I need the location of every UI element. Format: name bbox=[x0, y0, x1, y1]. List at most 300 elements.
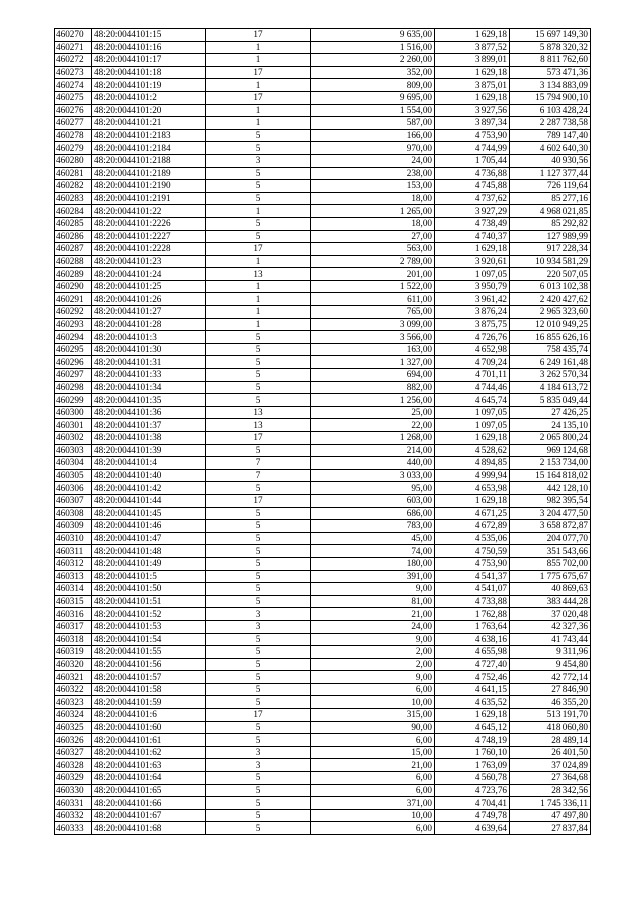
specific-value-cell: 1 097,05 bbox=[435, 406, 510, 419]
specific-value-cell: 4 635,52 bbox=[435, 696, 510, 709]
table-row bbox=[55, 117, 591, 130]
area-cell: 611,00 bbox=[311, 293, 435, 306]
row-id-cell: 460282 bbox=[55, 180, 92, 193]
cadastral-number-cell: 48:20:0044101:37 bbox=[92, 419, 206, 432]
group-cell: 5 bbox=[206, 658, 311, 671]
specific-value-cell: 1 629,18 bbox=[435, 709, 510, 722]
table-row bbox=[55, 520, 591, 533]
specific-value-cell: 4 753,90 bbox=[435, 557, 510, 570]
table-row bbox=[55, 217, 591, 230]
group-cell: 17 bbox=[206, 66, 311, 79]
specific-value-cell: 4 704,41 bbox=[435, 797, 510, 810]
area-cell: 3 099,00 bbox=[311, 318, 435, 331]
cadastral-value-cell: 24 135,10 bbox=[510, 419, 591, 432]
cadastral-value-cell: 37 020,48 bbox=[510, 608, 591, 621]
cadastral-value-cell: 85 277,16 bbox=[510, 192, 591, 205]
cadastral-number-cell: 48:20:0044101:26 bbox=[92, 293, 206, 306]
row-id-cell: 460303 bbox=[55, 444, 92, 457]
cadastral-number-cell: 48:20:0044101:4 bbox=[92, 457, 206, 470]
area-cell: 1 522,00 bbox=[311, 280, 435, 293]
area-cell: 9,00 bbox=[311, 671, 435, 684]
area-cell: 603,00 bbox=[311, 494, 435, 507]
cadastral-number-cell: 48:20:0044101:54 bbox=[92, 633, 206, 646]
cadastral-number-cell: 48:20:0044101:46 bbox=[92, 520, 206, 533]
area-cell: 2,00 bbox=[311, 646, 435, 659]
table-row bbox=[55, 595, 591, 608]
specific-value-cell: 3 927,56 bbox=[435, 104, 510, 117]
row-id-cell: 460320 bbox=[55, 658, 92, 671]
cadastral-number-cell: 48:20:0044101:31 bbox=[92, 356, 206, 369]
area-cell: 391,00 bbox=[311, 570, 435, 583]
area-cell: 6,00 bbox=[311, 772, 435, 785]
specific-value-cell: 1 629,18 bbox=[435, 243, 510, 256]
cadastral-value-cell: 28 489,14 bbox=[510, 734, 591, 747]
group-cell: 5 bbox=[206, 129, 311, 142]
group-cell: 5 bbox=[206, 331, 311, 344]
specific-value-cell: 4 560,78 bbox=[435, 772, 510, 785]
row-id-cell: 460331 bbox=[55, 797, 92, 810]
area-cell: 970,00 bbox=[311, 142, 435, 155]
table-row bbox=[55, 331, 591, 344]
cadastral-number-cell: 48:20:0044101:49 bbox=[92, 557, 206, 570]
row-id-cell: 460300 bbox=[55, 406, 92, 419]
table-row bbox=[55, 432, 591, 445]
row-id-cell: 460288 bbox=[55, 255, 92, 268]
group-cell: 5 bbox=[206, 532, 311, 545]
cadastral-value-cell: 40 869,63 bbox=[510, 583, 591, 596]
group-cell: 13 bbox=[206, 406, 311, 419]
cadastral-number-cell: 48:20:0044101:27 bbox=[92, 306, 206, 319]
cadastral-number-cell: 48:20:0044101:36 bbox=[92, 406, 206, 419]
specific-value-cell: 4 653,98 bbox=[435, 482, 510, 495]
cadastral-number-cell: 48:20:0044101:38 bbox=[92, 432, 206, 445]
area-cell: 686,00 bbox=[311, 507, 435, 520]
table-row bbox=[55, 192, 591, 205]
row-id-cell: 460271 bbox=[55, 41, 92, 54]
cadastral-number-cell: 48:20:0044101:53 bbox=[92, 620, 206, 633]
row-id-cell: 460302 bbox=[55, 432, 92, 445]
area-cell: 563,00 bbox=[311, 243, 435, 256]
cadastral-number-cell: 48:20:0044101:33 bbox=[92, 369, 206, 382]
row-id-cell: 460321 bbox=[55, 671, 92, 684]
area-cell: 1 256,00 bbox=[311, 394, 435, 407]
specific-value-cell: 4 541,07 bbox=[435, 583, 510, 596]
specific-value-cell: 4 709,24 bbox=[435, 356, 510, 369]
area-cell: 9,00 bbox=[311, 633, 435, 646]
cadastral-value-cell: 418 060,80 bbox=[510, 721, 591, 734]
cadastral-value-cell: 6 249 161,48 bbox=[510, 356, 591, 369]
area-cell: 2 789,00 bbox=[311, 255, 435, 268]
cadastral-value-cell: 9 454,80 bbox=[510, 658, 591, 671]
group-cell: 5 bbox=[206, 192, 311, 205]
cadastral-value-table bbox=[54, 28, 591, 835]
group-cell: 3 bbox=[206, 620, 311, 633]
cadastral-number-cell: 48:20:0044101:25 bbox=[92, 280, 206, 293]
table-row bbox=[55, 255, 591, 268]
table-row bbox=[55, 469, 591, 482]
row-id-cell: 460326 bbox=[55, 734, 92, 747]
area-cell: 201,00 bbox=[311, 268, 435, 281]
group-cell: 1 bbox=[206, 79, 311, 92]
specific-value-cell: 1 760,10 bbox=[435, 746, 510, 759]
specific-value-cell: 3 927,29 bbox=[435, 205, 510, 218]
group-cell: 5 bbox=[206, 784, 311, 797]
cadastral-number-cell: 48:20:0044101:2228 bbox=[92, 243, 206, 256]
cadastral-number-cell: 48:20:0044101:63 bbox=[92, 759, 206, 772]
group-cell: 5 bbox=[206, 167, 311, 180]
area-cell: 214,00 bbox=[311, 444, 435, 457]
row-id-cell: 460280 bbox=[55, 154, 92, 167]
cadastral-value-cell: 28 342,56 bbox=[510, 784, 591, 797]
row-id-cell: 460278 bbox=[55, 129, 92, 142]
group-cell: 1 bbox=[206, 280, 311, 293]
cadastral-number-cell: 48:20:0044101:2227 bbox=[92, 230, 206, 243]
cadastral-number-cell: 48:20:0044101:39 bbox=[92, 444, 206, 457]
cadastral-number-cell: 48:20:0044101:19 bbox=[92, 79, 206, 92]
area-cell: 21,00 bbox=[311, 759, 435, 772]
row-id-cell: 460304 bbox=[55, 457, 92, 470]
specific-value-cell: 4 744,99 bbox=[435, 142, 510, 155]
area-cell: 1 265,00 bbox=[311, 205, 435, 218]
specific-value-cell: 3 897,34 bbox=[435, 117, 510, 130]
area-cell: 24,00 bbox=[311, 154, 435, 167]
cadastral-value-cell: 27 426,25 bbox=[510, 406, 591, 419]
area-cell: 694,00 bbox=[311, 369, 435, 382]
specific-value-cell: 4 672,89 bbox=[435, 520, 510, 533]
area-cell: 783,00 bbox=[311, 520, 435, 533]
cadastral-value-cell: 383 444,28 bbox=[510, 595, 591, 608]
table-row bbox=[55, 570, 591, 583]
cadastral-number-cell: 48:20:0044101:15 bbox=[92, 29, 206, 42]
row-id-cell: 460289 bbox=[55, 268, 92, 281]
area-cell: 18,00 bbox=[311, 217, 435, 230]
group-cell: 5 bbox=[206, 369, 311, 382]
specific-value-cell: 4 638,16 bbox=[435, 633, 510, 646]
group-cell: 17 bbox=[206, 494, 311, 507]
cadastral-number-cell: 48:20:0044101:3 bbox=[92, 331, 206, 344]
area-cell: 765,00 bbox=[311, 306, 435, 319]
cadastral-number-cell: 48:20:0044101:67 bbox=[92, 809, 206, 822]
row-id-cell: 460295 bbox=[55, 343, 92, 356]
group-cell: 5 bbox=[206, 683, 311, 696]
group-cell: 5 bbox=[206, 721, 311, 734]
cadastral-number-cell: 48:20:0044101:42 bbox=[92, 482, 206, 495]
cadastral-number-cell: 48:20:0044101:2189 bbox=[92, 167, 206, 180]
row-id-cell: 460297 bbox=[55, 369, 92, 382]
area-cell: 9 635,00 bbox=[311, 29, 435, 42]
cadastral-number-cell: 48:20:0044101:2190 bbox=[92, 180, 206, 193]
specific-value-cell: 4 753,90 bbox=[435, 129, 510, 142]
area-cell: 10,00 bbox=[311, 696, 435, 709]
cadastral-value-cell: 573 471,36 bbox=[510, 66, 591, 79]
group-cell: 5 bbox=[206, 696, 311, 709]
cadastral-number-cell: 48:20:0044101:2184 bbox=[92, 142, 206, 155]
area-cell: 882,00 bbox=[311, 381, 435, 394]
group-cell: 5 bbox=[206, 444, 311, 457]
area-cell: 6,00 bbox=[311, 734, 435, 747]
specific-value-cell: 1 629,18 bbox=[435, 29, 510, 42]
cadastral-number-cell: 48:20:0044101:2183 bbox=[92, 129, 206, 142]
row-id-cell: 460305 bbox=[55, 469, 92, 482]
group-cell: 1 bbox=[206, 318, 311, 331]
table-row bbox=[55, 66, 591, 79]
row-id-cell: 460273 bbox=[55, 66, 92, 79]
group-cell: 17 bbox=[206, 91, 311, 104]
area-cell: 352,00 bbox=[311, 66, 435, 79]
specific-value-cell: 3 876,24 bbox=[435, 306, 510, 319]
cadastral-value-cell: 85 292,82 bbox=[510, 217, 591, 230]
row-id-cell: 460284 bbox=[55, 205, 92, 218]
table-row bbox=[55, 822, 591, 835]
group-cell: 5 bbox=[206, 520, 311, 533]
cadastral-value-cell: 513 191,70 bbox=[510, 709, 591, 722]
specific-value-cell: 4 740,37 bbox=[435, 230, 510, 243]
row-id-cell: 460316 bbox=[55, 608, 92, 621]
cadastral-number-cell: 48:20:0044101:2188 bbox=[92, 154, 206, 167]
cadastral-number-cell: 48:20:0044101:58 bbox=[92, 683, 206, 696]
group-cell: 17 bbox=[206, 432, 311, 445]
row-id-cell: 460310 bbox=[55, 532, 92, 545]
cadastral-value-cell: 3 658 872,87 bbox=[510, 520, 591, 533]
cadastral-value-cell: 46 355,20 bbox=[510, 696, 591, 709]
row-id-cell: 460281 bbox=[55, 167, 92, 180]
cadastral-value-cell: 2 153 734,00 bbox=[510, 457, 591, 470]
table-row bbox=[55, 29, 591, 42]
row-id-cell: 460293 bbox=[55, 318, 92, 331]
cadastral-value-cell: 16 855 626,16 bbox=[510, 331, 591, 344]
group-cell: 17 bbox=[206, 709, 311, 722]
cadastral-value-cell: 2 287 738,58 bbox=[510, 117, 591, 130]
table-row bbox=[55, 608, 591, 621]
area-cell: 90,00 bbox=[311, 721, 435, 734]
cadastral-number-cell: 48:20:0044101:59 bbox=[92, 696, 206, 709]
table-row bbox=[55, 381, 591, 394]
group-cell: 5 bbox=[206, 507, 311, 520]
cadastral-value-cell: 2 065 800,24 bbox=[510, 432, 591, 445]
cadastral-number-cell: 48:20:0044101:23 bbox=[92, 255, 206, 268]
row-id-cell: 460283 bbox=[55, 192, 92, 205]
cadastral-value-cell: 442 128,10 bbox=[510, 482, 591, 495]
cadastral-value-cell: 27 364,68 bbox=[510, 772, 591, 785]
cadastral-value-cell: 26 401,50 bbox=[510, 746, 591, 759]
cadastral-number-cell: 48:20:0044101:48 bbox=[92, 545, 206, 558]
cadastral-number-cell: 48:20:0044101:20 bbox=[92, 104, 206, 117]
cadastral-number-cell: 48:20:0044101:17 bbox=[92, 54, 206, 67]
group-cell: 3 bbox=[206, 759, 311, 772]
group-cell: 5 bbox=[206, 583, 311, 596]
row-id-cell: 460309 bbox=[55, 520, 92, 533]
table-row bbox=[55, 343, 591, 356]
area-cell: 1 516,00 bbox=[311, 41, 435, 54]
group-cell: 1 bbox=[206, 306, 311, 319]
group-cell: 1 bbox=[206, 41, 311, 54]
area-cell: 9,00 bbox=[311, 583, 435, 596]
specific-value-cell: 3 899,01 bbox=[435, 54, 510, 67]
area-cell: 6,00 bbox=[311, 784, 435, 797]
cadastral-number-cell: 48:20:0044101:57 bbox=[92, 671, 206, 684]
group-cell: 5 bbox=[206, 671, 311, 684]
area-cell: 22,00 bbox=[311, 419, 435, 432]
cadastral-number-cell: 48:20:0044101:18 bbox=[92, 66, 206, 79]
cadastral-value-cell: 4 184 613,72 bbox=[510, 381, 591, 394]
area-cell: 2,00 bbox=[311, 658, 435, 671]
group-cell: 1 bbox=[206, 117, 311, 130]
area-cell: 1 268,00 bbox=[311, 432, 435, 445]
row-id-cell: 460292 bbox=[55, 306, 92, 319]
group-cell: 7 bbox=[206, 457, 311, 470]
table-row bbox=[55, 154, 591, 167]
area-cell: 6,00 bbox=[311, 683, 435, 696]
specific-value-cell: 4 738,49 bbox=[435, 217, 510, 230]
specific-value-cell: 4 723,76 bbox=[435, 784, 510, 797]
specific-value-cell: 4 752,46 bbox=[435, 671, 510, 684]
specific-value-cell: 4 733,88 bbox=[435, 595, 510, 608]
row-id-cell: 460328 bbox=[55, 759, 92, 772]
row-id-cell: 460279 bbox=[55, 142, 92, 155]
row-id-cell: 460329 bbox=[55, 772, 92, 785]
row-id-cell: 460323 bbox=[55, 696, 92, 709]
cadastral-value-cell: 789 147,40 bbox=[510, 129, 591, 142]
cadastral-value-cell: 9 311,96 bbox=[510, 646, 591, 659]
group-cell: 5 bbox=[206, 633, 311, 646]
area-cell: 1 327,00 bbox=[311, 356, 435, 369]
cadastral-value-cell: 3 204 477,50 bbox=[510, 507, 591, 520]
cadastral-value-cell: 204 077,70 bbox=[510, 532, 591, 545]
cadastral-value-cell: 758 435,74 bbox=[510, 343, 591, 356]
table-row bbox=[55, 180, 591, 193]
row-id-cell: 460270 bbox=[55, 29, 92, 42]
cadastral-number-cell: 48:20:0044101:60 bbox=[92, 721, 206, 734]
cadastral-value-cell: 127 989,99 bbox=[510, 230, 591, 243]
row-id-cell: 460306 bbox=[55, 482, 92, 495]
cadastral-value-cell: 10 934 581,29 bbox=[510, 255, 591, 268]
group-cell: 17 bbox=[206, 29, 311, 42]
cadastral-value-cell: 40 930,56 bbox=[510, 154, 591, 167]
table-row bbox=[55, 494, 591, 507]
row-id-cell: 460311 bbox=[55, 545, 92, 558]
group-cell: 13 bbox=[206, 419, 311, 432]
cadastral-number-cell: 48:20:0044101:2226 bbox=[92, 217, 206, 230]
area-cell: 45,00 bbox=[311, 532, 435, 545]
cadastral-number-cell: 48:20:0044101:64 bbox=[92, 772, 206, 785]
cadastral-value-cell: 27 846,90 bbox=[510, 683, 591, 696]
row-id-cell: 460324 bbox=[55, 709, 92, 722]
table-row bbox=[55, 293, 591, 306]
cadastral-number-cell: 48:20:0044101:47 bbox=[92, 532, 206, 545]
row-id-cell: 460325 bbox=[55, 721, 92, 734]
cadastral-value-cell: 8 811 762,60 bbox=[510, 54, 591, 67]
area-cell: 3 566,00 bbox=[311, 331, 435, 344]
row-id-cell: 460301 bbox=[55, 419, 92, 432]
cadastral-number-cell: 48:20:0044101:65 bbox=[92, 784, 206, 797]
specific-value-cell: 3 875,75 bbox=[435, 318, 510, 331]
row-id-cell: 460318 bbox=[55, 633, 92, 646]
table-row bbox=[55, 482, 591, 495]
table-row bbox=[55, 457, 591, 470]
group-cell: 5 bbox=[206, 343, 311, 356]
group-cell: 5 bbox=[206, 545, 311, 558]
table-row bbox=[55, 734, 591, 747]
group-cell: 5 bbox=[206, 356, 311, 369]
table-row bbox=[55, 746, 591, 759]
table-row bbox=[55, 809, 591, 822]
specific-value-cell: 3 950,79 bbox=[435, 280, 510, 293]
group-cell: 5 bbox=[206, 646, 311, 659]
area-cell: 3 033,00 bbox=[311, 469, 435, 482]
row-id-cell: 460294 bbox=[55, 331, 92, 344]
group-cell: 5 bbox=[206, 797, 311, 810]
table-row bbox=[55, 104, 591, 117]
area-cell: 74,00 bbox=[311, 545, 435, 558]
table-row bbox=[55, 54, 591, 67]
area-cell: 25,00 bbox=[311, 406, 435, 419]
table-row bbox=[55, 633, 591, 646]
area-cell: 81,00 bbox=[311, 595, 435, 608]
specific-value-cell: 4 748,19 bbox=[435, 734, 510, 747]
group-cell: 5 bbox=[206, 734, 311, 747]
area-cell: 238,00 bbox=[311, 167, 435, 180]
cadastral-number-cell: 48:20:0044101:35 bbox=[92, 394, 206, 407]
row-id-cell: 460307 bbox=[55, 494, 92, 507]
cadastral-value-cell: 12 010 949,25 bbox=[510, 318, 591, 331]
table-row bbox=[55, 230, 591, 243]
cadastral-value-cell: 351 543,66 bbox=[510, 545, 591, 558]
area-cell: 18,00 bbox=[311, 192, 435, 205]
row-id-cell: 460296 bbox=[55, 356, 92, 369]
specific-value-cell: 1 097,05 bbox=[435, 268, 510, 281]
row-id-cell: 460327 bbox=[55, 746, 92, 759]
specific-value-cell: 4 541,37 bbox=[435, 570, 510, 583]
table-row bbox=[55, 142, 591, 155]
cadastral-number-cell: 48:20:0044101:44 bbox=[92, 494, 206, 507]
table-row bbox=[55, 205, 591, 218]
row-id-cell: 460322 bbox=[55, 683, 92, 696]
cadastral-value-cell: 6 013 102,38 bbox=[510, 280, 591, 293]
row-id-cell: 460290 bbox=[55, 280, 92, 293]
area-cell: 21,00 bbox=[311, 608, 435, 621]
table-row bbox=[55, 784, 591, 797]
cadastral-number-cell: 48:20:0044101:61 bbox=[92, 734, 206, 747]
table-row bbox=[55, 243, 591, 256]
cadastral-number-cell: 48:20:0044101:16 bbox=[92, 41, 206, 54]
row-id-cell: 460313 bbox=[55, 570, 92, 583]
cadastral-number-cell: 48:20:0044101:22 bbox=[92, 205, 206, 218]
cadastral-number-cell: 48:20:0044101:6 bbox=[92, 709, 206, 722]
table-row bbox=[55, 507, 591, 520]
area-cell: 180,00 bbox=[311, 557, 435, 570]
specific-value-cell: 4 726,76 bbox=[435, 331, 510, 344]
cadastral-number-cell: 48:20:0044101:62 bbox=[92, 746, 206, 759]
group-cell: 5 bbox=[206, 557, 311, 570]
area-cell: 6,00 bbox=[311, 822, 435, 835]
row-id-cell: 460314 bbox=[55, 583, 92, 596]
specific-value-cell: 3 961,42 bbox=[435, 293, 510, 306]
area-cell: 153,00 bbox=[311, 180, 435, 193]
specific-value-cell: 4 639,64 bbox=[435, 822, 510, 835]
cadastral-value-cell: 220 507,05 bbox=[510, 268, 591, 281]
cadastral-value-cell: 917 228,34 bbox=[510, 243, 591, 256]
group-cell: 5 bbox=[206, 570, 311, 583]
cadastral-number-cell: 48:20:0044101:2191 bbox=[92, 192, 206, 205]
group-cell: 5 bbox=[206, 230, 311, 243]
cadastral-number-cell: 48:20:0044101:68 bbox=[92, 822, 206, 835]
table-row bbox=[55, 91, 591, 104]
cadastral-value-cell: 982 395,54 bbox=[510, 494, 591, 507]
area-cell: 809,00 bbox=[311, 79, 435, 92]
cadastral-value-cell: 969 124,68 bbox=[510, 444, 591, 457]
table-row bbox=[55, 419, 591, 432]
specific-value-cell: 4 744,46 bbox=[435, 381, 510, 394]
